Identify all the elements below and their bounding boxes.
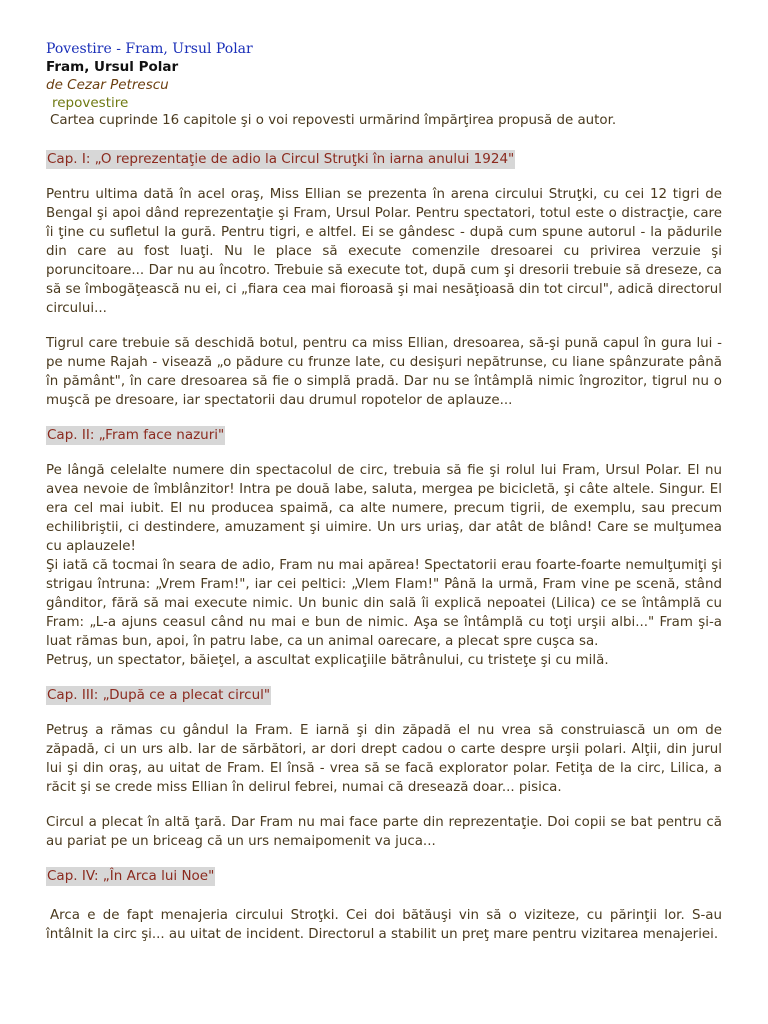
chapter-2-block [46, 426, 722, 670]
paragraph: Şi iată că tocmai în seara de adio, Fram nu mai apărea! Spectatorii erau foarte-foarte nemulţumiţi şi strigau întruna: „Vrem Fram!", iar cei peltici: „Vlem Flam!" Până la urmă, Fram vine pe scenă, stând gânditor, fără să mai execute nimic. Un bunic din sală îi explică nepoatei (Lilica) ce se întâmplă cu Fram: „L-a ajuns ceasul când nu mai e bun de nimic. Aşa se întâmplă cu toţi urşii albi..." Fram şi-a luat rămas bun, apoi, în patru labe, ca un animal oarecare, a plecat spre cuşca sa. [46, 558, 722, 649]
chapter-heading: Cap. III: „După ce a plecat circul" [47, 687, 271, 703]
paragraph: Pentru ultima dată în acel oraş, Miss Ellian se prezenta în arena circului Struţki, cu cei 12 tigri de Bengal şi apoi dând reprezentaţie şi Fram, Ursul Polar. Pentru spectatori, totul este o distracţie, care îi ţine cu sufletul la gură. Pentru tigri, e altfel. Ei se gândesc - după cum spune autorul - la pădurile din care au fost luaţi. Nu le place să execute comenzile dresoarei cu privirea verzuie şi poruncitoare... Dar nu au încotro. Trebuie să execute tot, după cum şi dresorii trebuie să dreseze, ca să se îmbogăţească nu ei, ci „fiara cea mai fioroasă şi mai nesăţioasă din tot circul", adică directorul circului... [46, 187, 722, 316]
chapter-heading: Cap. II: „Fram face nazuri" [47, 427, 225, 443]
chapter-heading: Cap. IV: „În Arca lui Noe" [47, 868, 215, 884]
paragraph: Circul a plecat în altă ţară. Dar Fram nu mai face parte din reprezentaţie. Doi copii se bat pentru că au pariat pe un briceag că un urs nemaipomenit va juca... [46, 815, 722, 849]
paragraph: Pe lângă celelalte numere din spectacolul de circ, trebuia să fie şi rolul lui Fram, Ursul Polar. El nu avea nevoie de îmblânzitor! Intra pe două labe, saluta, mergea pe bicicletă, şi câte altele. Singur. El era cel mai iubit. El nu producea spaimă, ca alte numere, precum tigrii, de exemplu, sau precum echilibriştii, ci destindere, amuzament şi uimire. Un urs uriaş, dar atât de blând! Care se mulţumea cu aplauzele! [46, 463, 722, 554]
subtitle: repovestire [52, 95, 129, 111]
paragraph: Tigrul care trebuie să deschidă botul, pentru ca miss Ellian, dresoarea, să-şi pună capul în gura lui - pe nume Rajah - visează „o pădure cu frunze late, cu desişuri nepătrunse, cu liane spânzurate până în pământ", în care dresoarea să fie o simplă pradă. Dar nu se întâmplă nimic îngrozitor, tigrul nu o muşcă pe dresoare, iar spectatorii dau drumul ropotelor de aplauze... [46, 336, 722, 408]
document-page [46, 40, 722, 944]
intro-text: Cartea cuprinde 16 capitole şi o voi repovesti urmărind împărţirea propusă de autor. [50, 113, 617, 128]
chapter-4-block [46, 867, 722, 944]
book-title: Fram, Ursul Polar [46, 59, 179, 75]
paragraph: Arca e de fapt menajeria circului Stroţki. Cei doi bătăuşi vin să o viziteze, cu părinţii lor. S-au întâlnit la circ şi... au uitat de incident. Directorul a stabilit un preţ mare pentru vizitarea menajeriei. [46, 908, 722, 942]
paragraph: Petruş a rămas cu gândul la Fram. E iarnă şi din zăpadă el nu vrea să construiască un om de zăpadă, ci un urs alb. Iar de sărbători, ar dori drept cadou o carte despre urşii polari. Alţii, din jurul lui şi din oraş, au uitat de Fram. El însă - vrea să se facă explorator polar. Fetiţa de la circ, Lilica, a răcit şi se crede miss Ellian în delirul febrei, numai că dresează doar... pisica. [46, 723, 722, 795]
paragraph: Petruş, un spectator, băieţel, a ascultat explicaţiile bătrânului, cu tristeţe şi cu milă. [46, 653, 609, 668]
chapter-1-block [46, 150, 722, 410]
chapter-3-block [46, 686, 722, 851]
story-title-link[interactable]: Povestire - Fram, Ursul Polar [46, 41, 253, 57]
chapter-heading: Cap. I: „O reprezentaţie de adio la Circul Struţki în iarna anului 1924" [47, 151, 515, 167]
author-line: de Cezar Petrescu [46, 77, 169, 93]
